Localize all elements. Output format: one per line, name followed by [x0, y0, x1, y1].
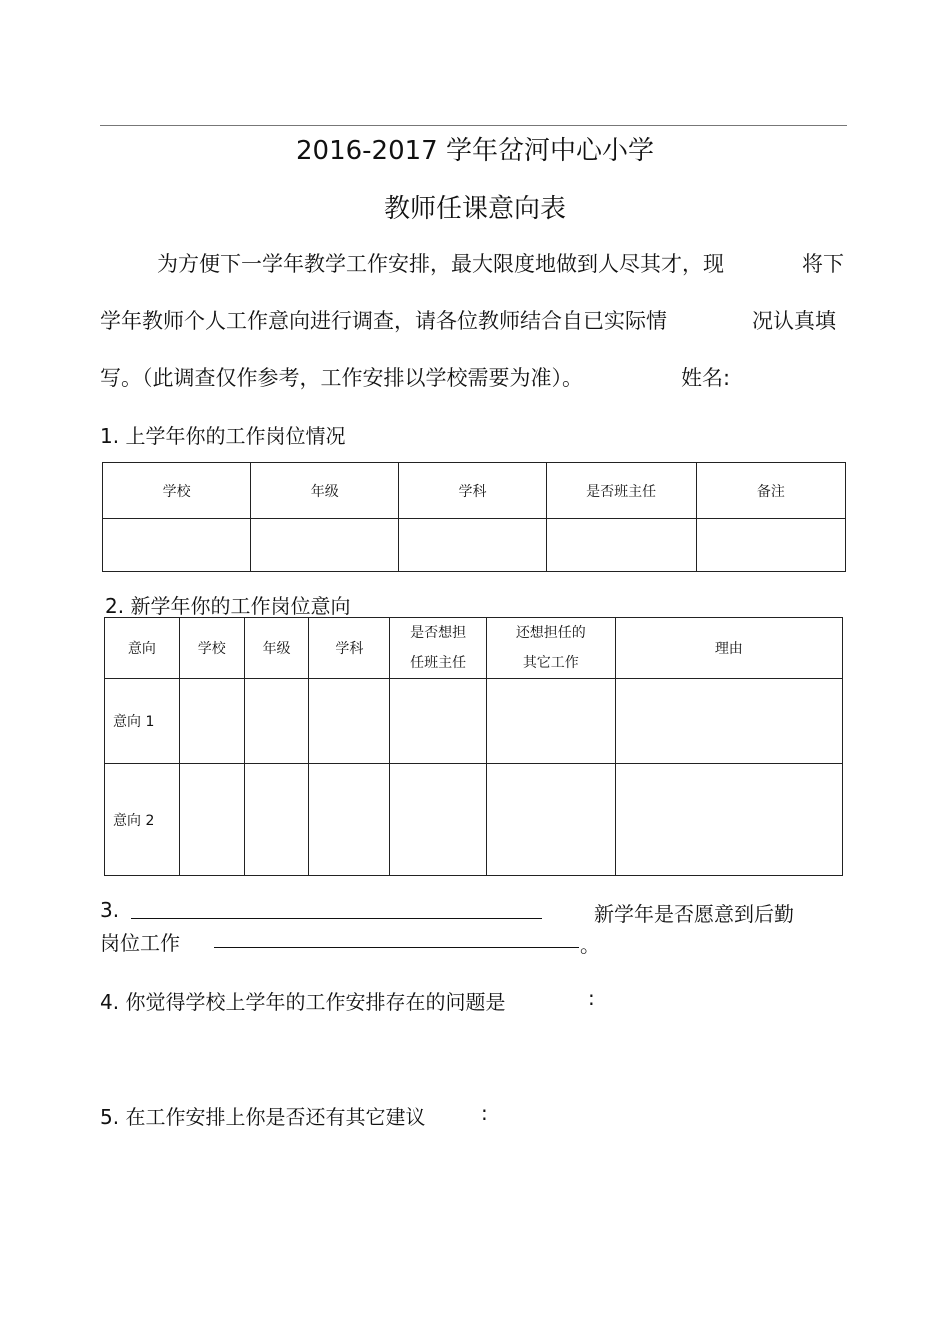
section3-blank-2[interactable]: [214, 927, 579, 948]
header-grade: 年级: [251, 463, 399, 519]
intro-line1: 为方便下一学年教学工作安排，最大限度地做到人尽其才，现: [157, 252, 724, 276]
section1-table: [102, 462, 846, 572]
table-header-row: [103, 463, 846, 519]
header-reason: 理由: [615, 618, 842, 679]
page-subtitle: 教师任课意向表: [383, 194, 566, 224]
cell-grade-input[interactable]: [251, 519, 399, 572]
top-rule: [100, 125, 847, 126]
header-want-head-teacher: [390, 618, 487, 679]
cell-notes-input[interactable]: [696, 519, 845, 572]
intent-1-other-work-input[interactable]: [487, 679, 616, 764]
intent-1-label: 意向 1: [105, 679, 180, 764]
intent-1-grade-input[interactable]: [244, 679, 309, 764]
intent-1-school-input[interactable]: [179, 679, 244, 764]
name-label: 姓名:: [681, 366, 731, 390]
header-subject: 学科: [309, 618, 390, 679]
cell-head-teacher-input[interactable]: [546, 519, 696, 572]
page-title: 2016-2017 学年岔河中心小学: [296, 136, 654, 166]
section3-question-cont: 岗位工作: [100, 931, 180, 955]
section5-question: 5. 在工作安排上你是否还有其它建议: [100, 1105, 426, 1129]
header-notes: 备注: [696, 463, 845, 519]
intro-line3: 写。（此调查仅作参考，工作安排以学校需要为准）。: [100, 366, 583, 390]
section3-question: 新学年是否愿意到后勤: [594, 902, 794, 926]
table-row: [105, 764, 843, 876]
intent-2-grade-input[interactable]: [244, 764, 309, 876]
intro-line1-end: 将下: [802, 252, 844, 276]
section4-question: 4. 你觉得学校上学年的工作安排存在的问题是: [100, 990, 506, 1014]
section5-colon: :: [481, 1101, 488, 1125]
table-row: [105, 679, 843, 764]
intent-1-reason-input[interactable]: [615, 679, 842, 764]
header-subject: 学科: [399, 463, 546, 519]
intent-2-reason-input[interactable]: [615, 764, 842, 876]
header-grade: 年级: [244, 618, 309, 679]
header-want-head-teacher-line2: 任班主任: [410, 655, 467, 671]
section2-heading: 2. 新学年你的工作岗位意向: [105, 594, 351, 618]
intro-line2-end: 况认真填: [752, 309, 836, 333]
intent-2-label: 意向 2: [105, 764, 180, 876]
header-want-head-teacher-line1: 是否想担: [410, 625, 467, 641]
table-header-row: [105, 618, 843, 679]
intent-2-school-input[interactable]: [179, 764, 244, 876]
section4-colon: :: [588, 986, 595, 1010]
cell-school-input[interactable]: [103, 519, 251, 572]
header-school: 学校: [179, 618, 244, 679]
section2-table: [104, 617, 843, 876]
section3-end-mark: 。: [580, 933, 600, 957]
header-other-work-line1: 还想担任的: [515, 625, 586, 641]
header-head-teacher: 是否班主任: [546, 463, 696, 519]
intent-2-subject-input[interactable]: [309, 764, 390, 876]
section1-heading: 1. 上学年你的工作岗位情况: [100, 424, 346, 448]
intent-1-subject-input[interactable]: [309, 679, 390, 764]
header-intent: 意向: [105, 618, 180, 679]
header-other-work: [487, 618, 616, 679]
cell-subject-input[interactable]: [399, 519, 546, 572]
intent-2-other-work-input[interactable]: [487, 764, 616, 876]
table-row: [103, 519, 846, 572]
intent-2-head-teacher-input[interactable]: [390, 764, 487, 876]
intent-1-head-teacher-input[interactable]: [390, 679, 487, 764]
intro-line2: 学年教师个人工作意向进行调查，请各位教师结合自已实际情: [100, 309, 667, 333]
section3-number: 3.: [100, 898, 120, 922]
header-other-work-line2: 其它工作: [522, 655, 579, 671]
header-school: 学校: [103, 463, 251, 519]
section3-blank-1[interactable]: [131, 898, 542, 919]
